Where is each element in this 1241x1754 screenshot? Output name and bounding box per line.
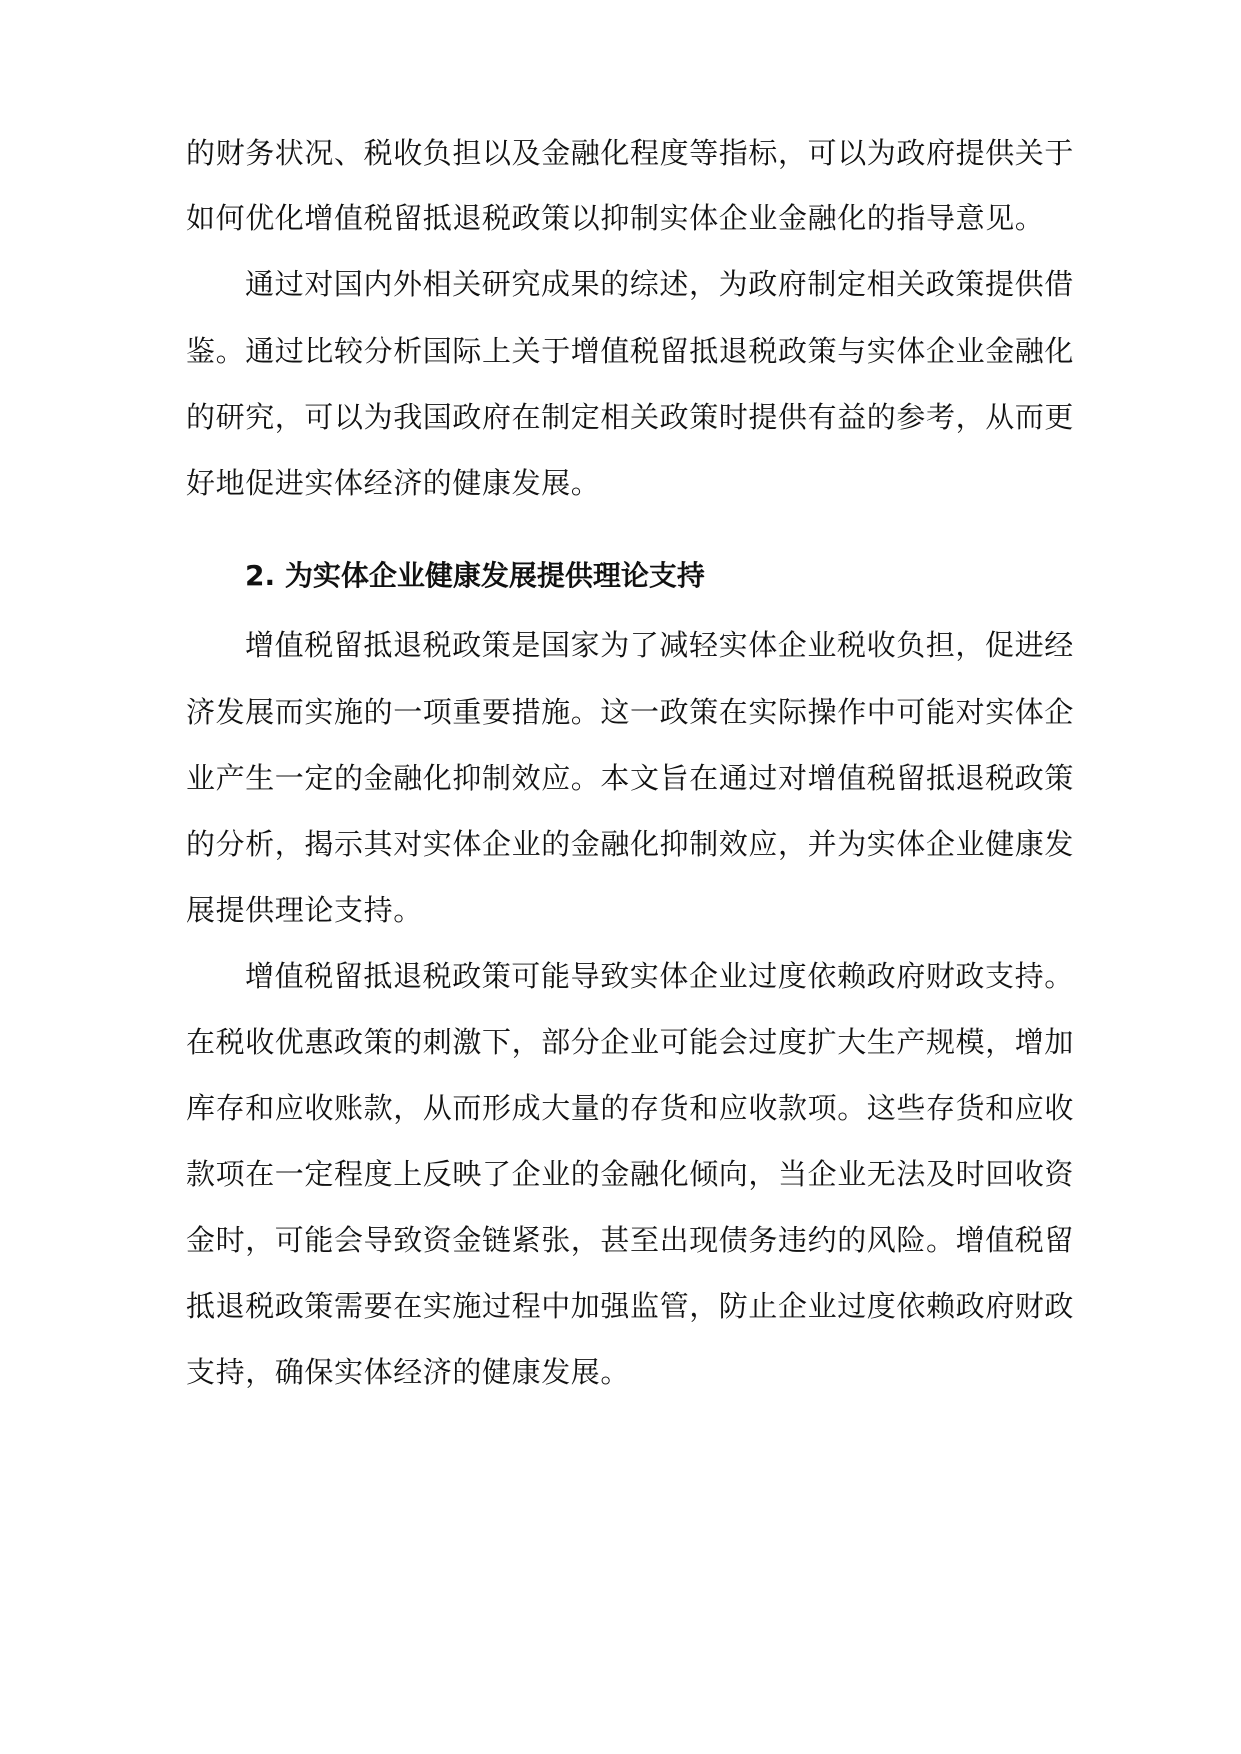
text-line: 济发展而实施的一项重要措施。这一政策在实际操作中可能对实体企 <box>186 695 1075 729</box>
text-line: 增值税留抵退税政策是国家为了减轻实体企业税收负担，促进经 <box>245 628 1074 662</box>
text-line: 支持，确保实体经济的健康发展。 <box>186 1355 631 1389</box>
text-line: 的分析，揭示其对实体企业的金融化抑制效应，并为实体企业健康发 <box>186 827 1075 861</box>
section-heading: 2. 为实体企业健康发展提供理论支持 <box>245 559 705 592</box>
text-line: 展提供理论支持。 <box>186 893 423 927</box>
text-line: 的研究，可以为我国政府在制定相关政策时提供有益的参考，从而更 <box>186 400 1075 434</box>
text-line: 业产生一定的金融化抑制效应。本文旨在通过对增值税留抵退税政策 <box>186 761 1075 795</box>
text-line: 如何优化增值税留抵退税政策以抑制实体企业金融化的指导意见。 <box>186 201 1045 235</box>
text-line: 金时，可能会导致资金链紧张，甚至出现债务违约的风险。增值税留 <box>186 1223 1075 1257</box>
text-line: 通过对国内外相关研究成果的综述，为政府制定相关政策提供借 <box>245 267 1074 301</box>
text-line: 在税收优惠政策的刺激下，部分企业可能会过度扩大生产规模，增加 <box>186 1025 1075 1059</box>
text-line: 款项在一定程度上反映了企业的金融化倾向，当企业无法及时回收资 <box>186 1157 1075 1191</box>
text-line: 增值税留抵退税政策可能导致实体企业过度依赖政府财政支持。 <box>245 959 1074 993</box>
text-line: 抵退税政策需要在实施过程中加强监管，防止企业过度依赖政府财政 <box>186 1289 1075 1323</box>
text-line: 好地促进实体经济的健康发展。 <box>186 466 601 500</box>
text-line: 的财务状况、税收负担以及金融化程度等指标，可以为政府提供关于 <box>186 136 1075 170</box>
text-line: 库存和应收账款，从而形成大量的存货和应收款项。这些存货和应收 <box>186 1091 1075 1125</box>
text-line: 鉴。通过比较分析国际上关于增值税留抵退税政策与实体企业金融化 <box>186 334 1075 368</box>
